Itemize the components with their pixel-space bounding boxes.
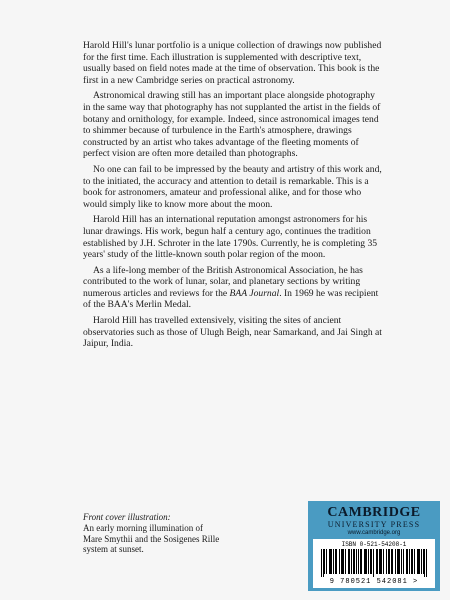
barcode-bar: [381, 549, 382, 574]
barcode-bar: [397, 549, 398, 574]
barcode-bar: [401, 549, 402, 574]
isbn-label: ISBN 0-521-54208-1: [341, 541, 407, 548]
barcode-bar: [345, 549, 346, 574]
barcode-bar: [361, 549, 362, 574]
barcode-bar: [358, 549, 359, 574]
barcode-bar: [356, 549, 357, 574]
barcode-icon: [321, 549, 427, 577]
barcode-bar: [342, 549, 343, 574]
paragraph-intro: Harold Hill's lunar portfolio is a unique collection of drawings now published for the first time. Each illustration is supplemented with descriptive text, usually based on field notes made at the time of observation. This book is the first in a new Cambridge series on practical astronomy.: [83, 40, 382, 86]
barcode-bar: [379, 549, 380, 574]
barcode-bar: [386, 549, 387, 574]
barcode-bar: [360, 549, 361, 574]
barcode-digits: 9 780521 542081 >: [329, 578, 419, 586]
barcode-bar: [364, 549, 365, 574]
barcode-bar: [321, 549, 322, 577]
barcode-bar: [419, 549, 420, 574]
barcode-bar: [391, 549, 392, 574]
barcode-bar: [398, 549, 399, 574]
paragraph-baa: [83, 265, 383, 311]
barcode-bar: [377, 549, 378, 574]
barcode-bar: [388, 549, 389, 574]
paragraph-impression: No one can fail to be impressed by the beauty and artistry of this work and, to the initiated, the accuracy and attention to detail is remarkable. This is a book for astronomers, amateur and professional alike, and for those who would simply like to know more about the moon.: [83, 163, 382, 210]
barcode-bar: [395, 549, 396, 574]
front-cover-note: [83, 512, 263, 555]
barcode-bar: [414, 549, 415, 574]
cover-note-line: An early morning illumination of: [83, 522, 203, 533]
barcode-bar: [371, 549, 372, 574]
paragraph-reputation: Harold Hill has an international reputation amongst astronomers for his lunar drawings. His work, begun half a century ago, continues the tradition established by J.H. Schroter in the late 1790s. Currently, he is completing 35 years' study of the little-known south polar region of the moon.: [83, 214, 378, 261]
barcode-bar: [368, 549, 369, 574]
back-cover-blurb: [83, 40, 383, 354]
cover-note-line: Mare Smythii and the Sosigenes Rille: [83, 533, 220, 544]
barcode-bar: [423, 549, 424, 574]
barcode-bar: [323, 549, 324, 577]
barcode-bar: [373, 549, 374, 577]
paragraph-drawing: Astronomical drawing still has an important place alongside photography in the same way that photography has not supplanted the artist in the fields of botany and ornithology, for example. Indeed, since astronomical images tend to shimmer because of turbulence in the Earth's atmosphere, drawings constructed by an artist who takes advantage of the fleeting moments of perfect vision are often more detailed than photographs.: [83, 90, 381, 160]
barcode-bar: [383, 549, 384, 574]
cover-note-line: system at sunset.: [83, 544, 144, 555]
paragraph-travel: Harold Hill has travelled extensively, visiting the sites of ancient observatories such as those of Ulugh Beigh, near Samarkand, and Jai Singh at Jaipur, India.: [83, 315, 382, 350]
barcode-bar: [418, 549, 419, 574]
barcode-bar: [330, 549, 331, 574]
barcode-bar: [349, 549, 350, 574]
barcode-bar: [353, 549, 354, 574]
barcode-bar: [370, 549, 371, 574]
barcode-bar: [424, 549, 425, 577]
barcode-bar: [392, 549, 393, 574]
barcode-bar: [354, 549, 355, 574]
publisher-name: CAMBRIDGE: [327, 505, 421, 520]
barcode-bar: [417, 549, 418, 574]
barcode-bar: [336, 549, 337, 574]
barcode-bar: [411, 549, 412, 574]
barcode-bar: [380, 549, 381, 574]
publisher-press: UNIVERSITY PRESS: [327, 520, 421, 529]
barcode-bar: [412, 549, 413, 574]
barcode-bar: [348, 549, 349, 574]
barcode-bar: [343, 549, 344, 574]
barcode-bar: [389, 549, 390, 574]
barcode-bar: [324, 549, 325, 574]
barcode-bar: [406, 549, 407, 574]
barcode-bar: [409, 549, 410, 574]
barcode-bar: [366, 549, 367, 574]
publisher-url: www.cambridge.org: [347, 530, 401, 536]
barcode-bar: [351, 549, 352, 574]
barcode-bar: [426, 549, 427, 577]
paragraph-baa-before: As a life-long member of the British Astronomical Association, he has contributed to the work of lunar, solar, and planetary sections by writing numerous articles and reviews for the: [83, 264, 363, 299]
barcode-bar: [399, 549, 400, 574]
barcode-bar: [365, 549, 366, 574]
barcode-bar: [339, 549, 340, 574]
barcode-bar: [326, 549, 327, 574]
barcode-bar: [421, 549, 422, 574]
barcode-bar: [333, 549, 334, 574]
barcode-bar: [335, 549, 336, 574]
barcode-bar: [403, 549, 404, 574]
barcode-bar: [329, 549, 330, 574]
barcode-bar: [376, 549, 377, 574]
baa-journal-title: BAA Journal: [229, 287, 280, 299]
publisher-panel: [308, 501, 440, 591]
paragraph-baa-after: . In 1969 he was recipient of the BAA's Merlin Medal.: [83, 287, 379, 311]
barcode-box: [313, 539, 435, 588]
barcode-bar: [331, 549, 332, 574]
cover-note-heading: Front cover illustration:: [83, 512, 171, 522]
barcode-bar: [407, 549, 408, 574]
barcode-bar: [341, 549, 342, 574]
